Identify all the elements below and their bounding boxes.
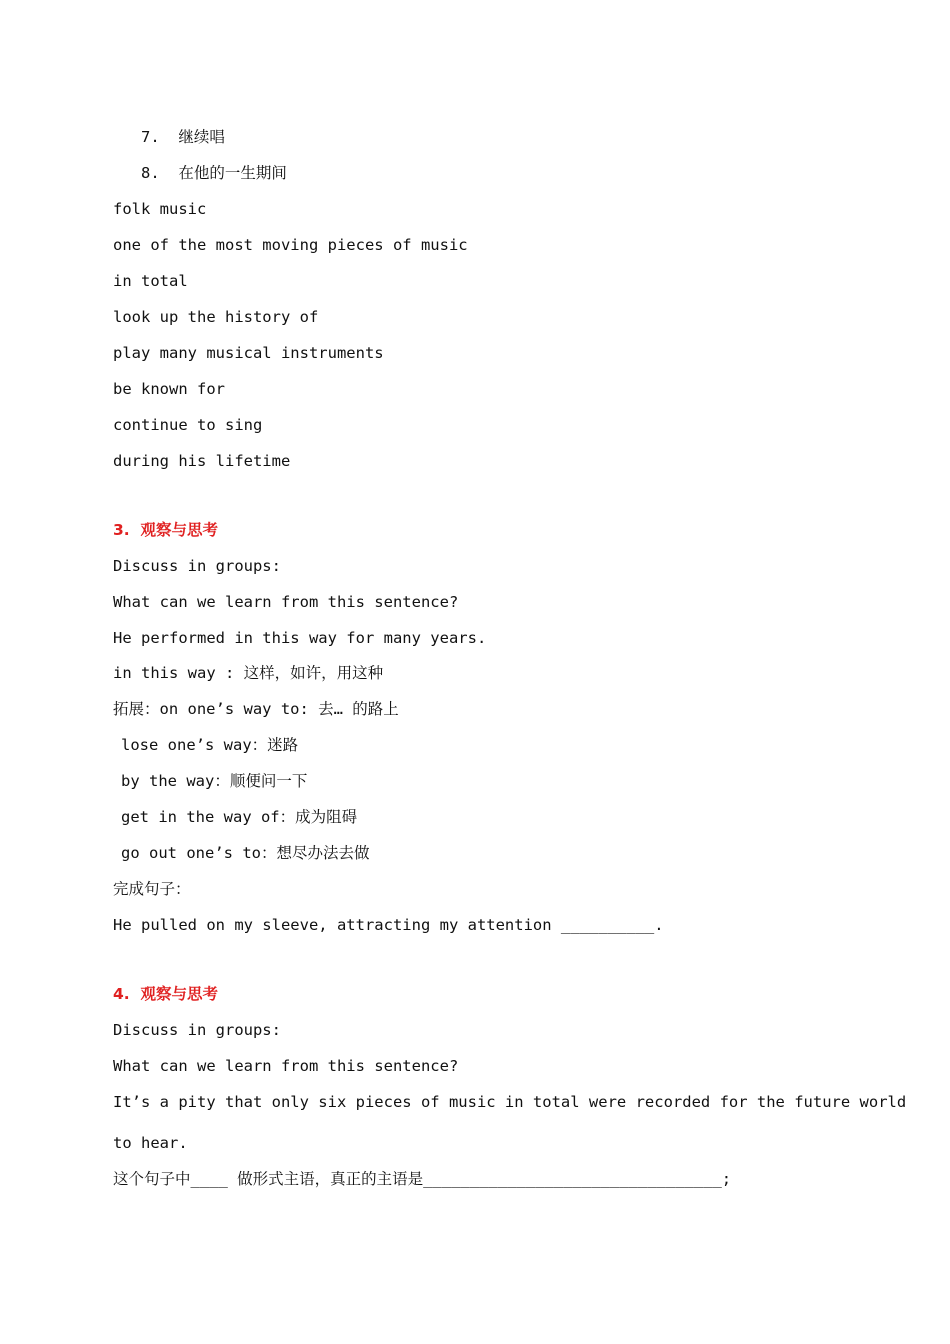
question-line: What can we learn from this sentence? bbox=[113, 1057, 459, 1075]
extension-item: lose one’s way：迷路 bbox=[121, 736, 299, 754]
extension-item: get in the way of：成为阻碍 bbox=[121, 808, 358, 826]
complete-sentence-label: 完成句子： bbox=[113, 880, 191, 898]
phrase-line: be known for bbox=[113, 380, 225, 398]
phrase-line: continue to sing bbox=[113, 416, 263, 434]
extension-line: 拓展：on one’s way to: 去… 的路上 bbox=[113, 700, 399, 718]
extension-item: go out one’s to：想尽办法去做 bbox=[121, 844, 370, 862]
discuss-prompt: Discuss in groups: bbox=[113, 1021, 281, 1039]
exercise-sentence: He pulled on my sleeve, attracting my attention __________. bbox=[113, 916, 664, 934]
example-sentence-continued: to hear. bbox=[113, 1134, 188, 1152]
example-sentence: He performed in this way for many years. bbox=[113, 629, 487, 647]
phrase-line: look up the history of bbox=[113, 308, 319, 326]
phrase-line: play many musical instruments bbox=[113, 344, 384, 362]
phrase-line: during his lifetime bbox=[113, 452, 291, 470]
extension-item: by the way：顺便问一下 bbox=[121, 772, 308, 790]
list-item-7: 7. 继续唱 bbox=[141, 128, 225, 146]
meaning-line: in this way : 这样，如许，用这种 bbox=[113, 664, 384, 682]
list-item-8: 8. 在他的一生期间 bbox=[141, 164, 287, 182]
phrase-line: one of the most moving pieces of music bbox=[113, 236, 468, 254]
section-4-heading: 4. 观察与思考 bbox=[113, 985, 218, 1003]
question-line: What can we learn from this sentence? bbox=[113, 593, 459, 611]
exercise-sentence: 这个句子中____ 做形式主语，真正的主语是________________________________; bbox=[113, 1170, 732, 1188]
phrase-line: in total bbox=[113, 272, 188, 290]
phrase-line: folk music bbox=[113, 200, 207, 218]
example-sentence: It’s a pity that only six pieces of music in total were recorded for the future world bbox=[113, 1093, 907, 1111]
section-3-heading: 3. 观察与思考 bbox=[113, 521, 218, 539]
discuss-prompt: Discuss in groups: bbox=[113, 557, 281, 575]
